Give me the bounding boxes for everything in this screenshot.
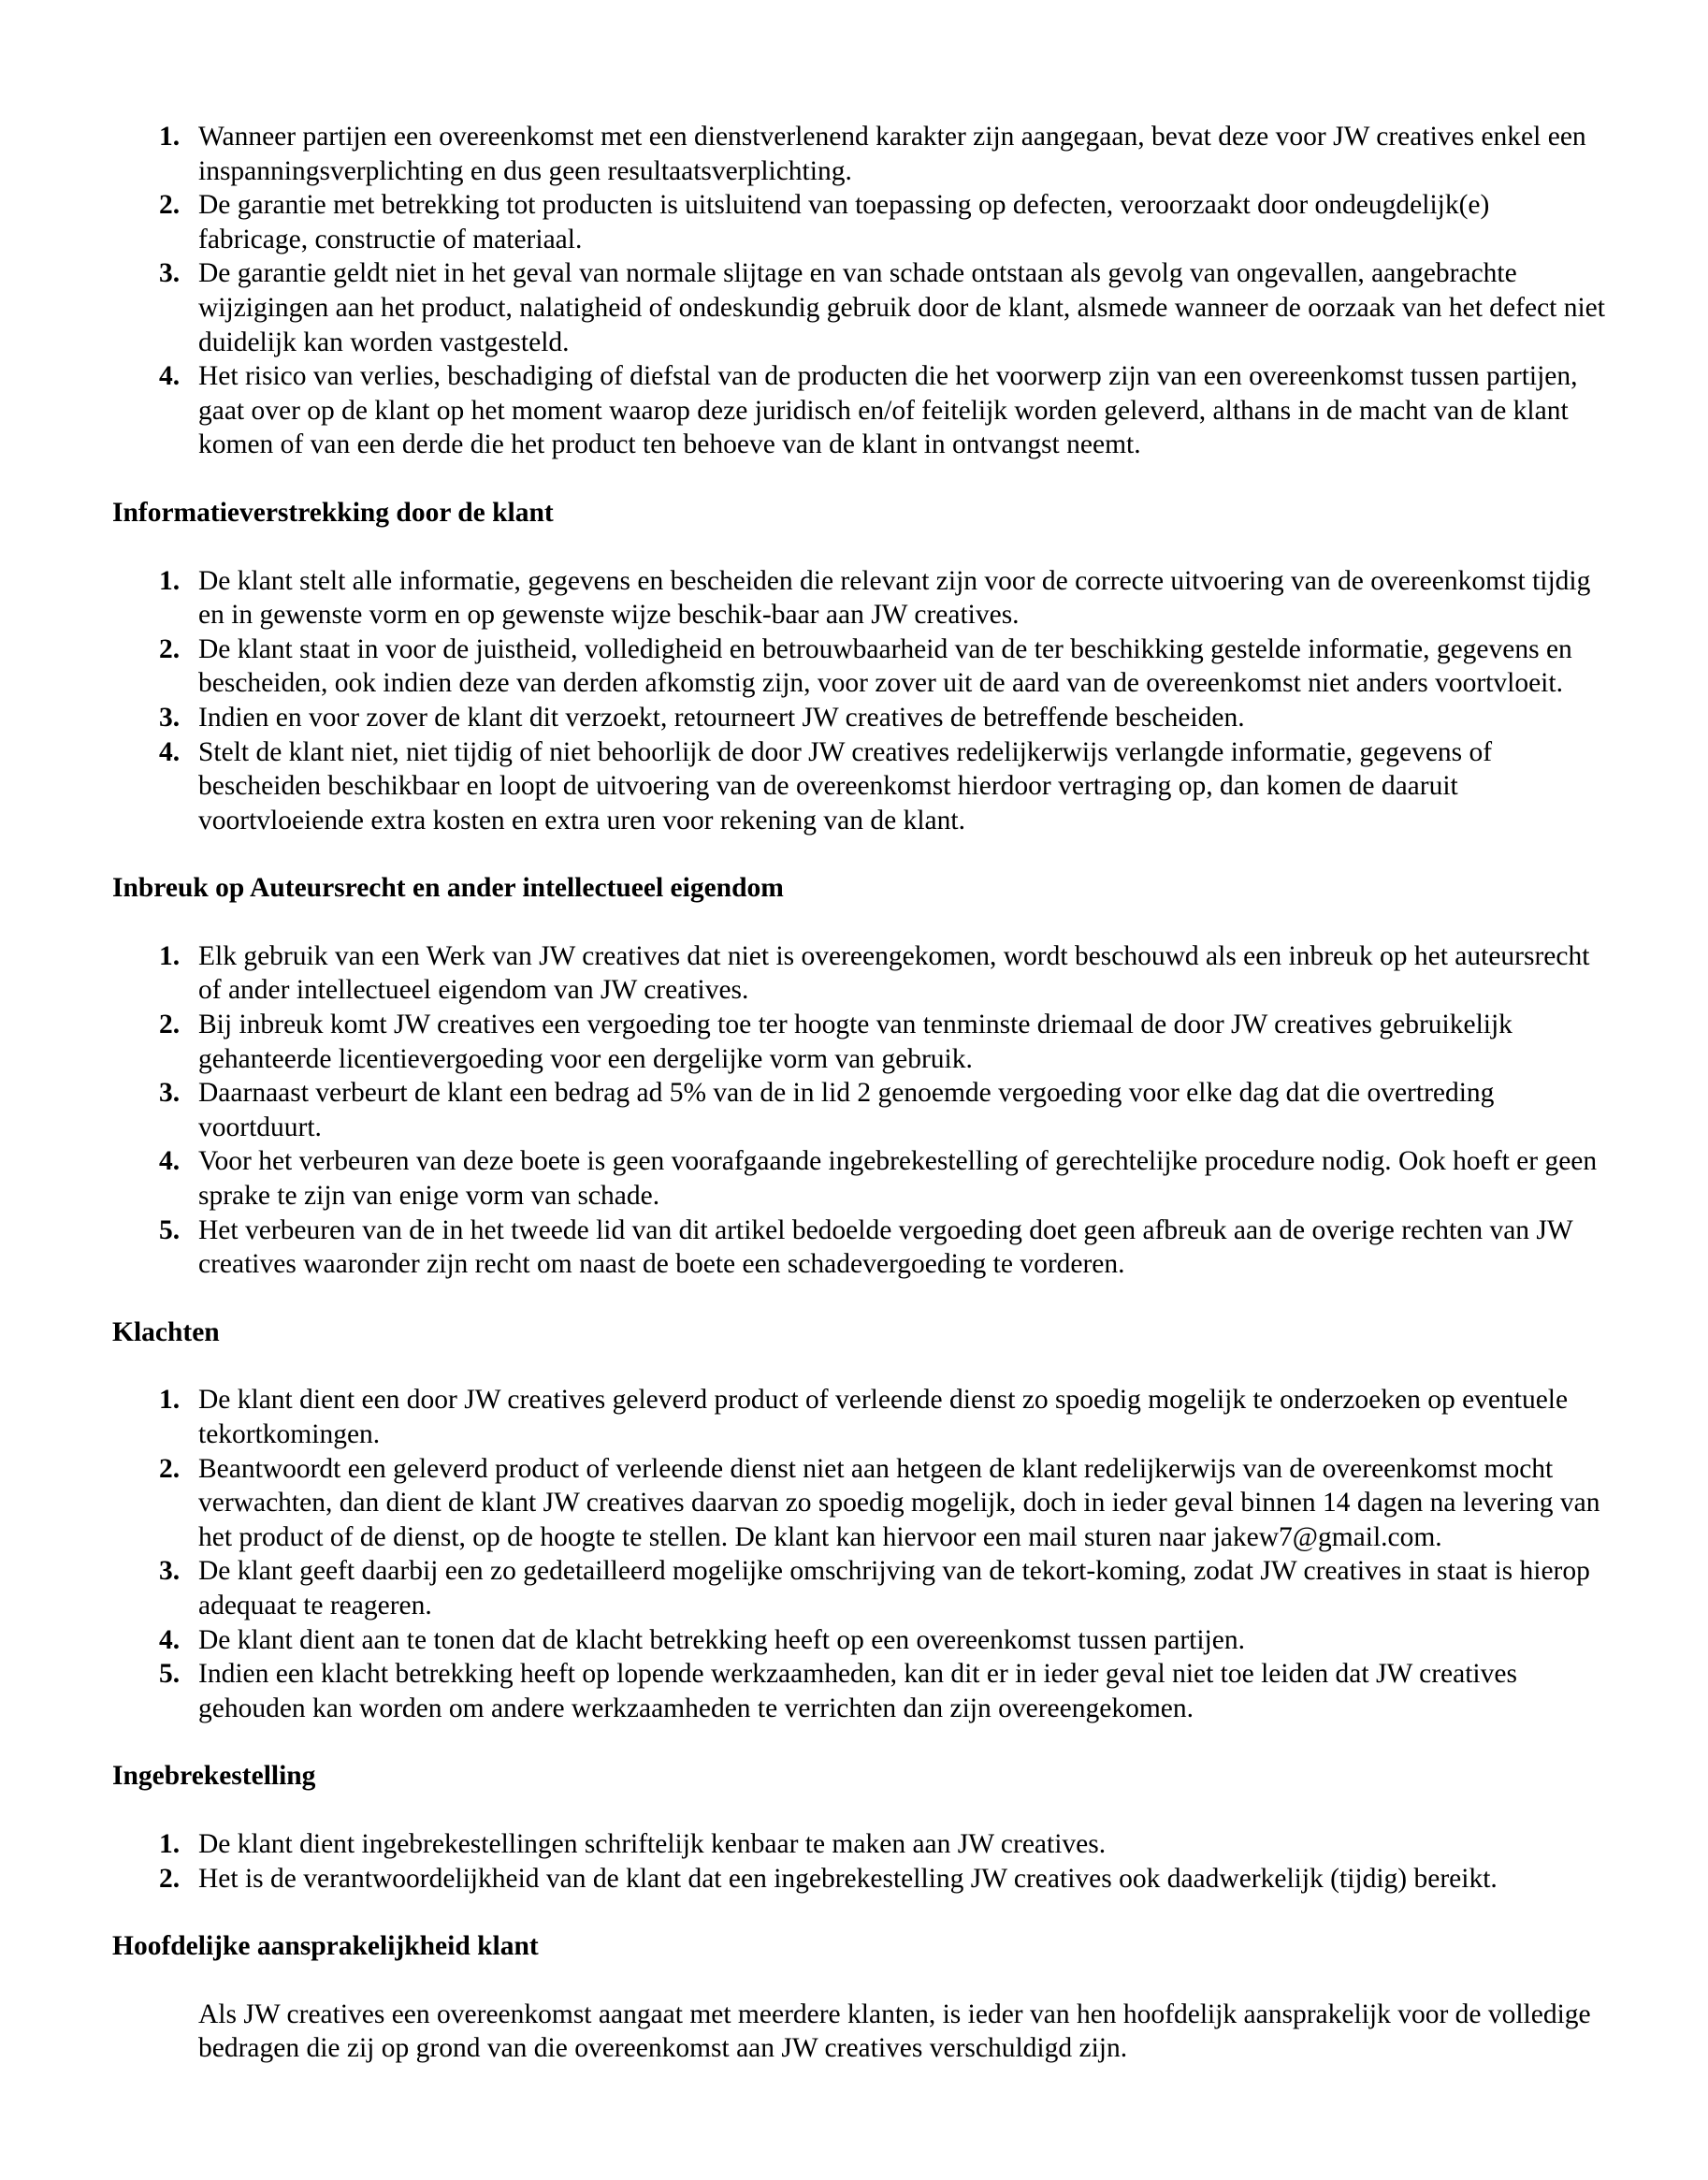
item-number: 2. bbox=[159, 190, 181, 221]
item-number: 4. bbox=[159, 361, 181, 392]
list-item bbox=[112, 1827, 1605, 1862]
item-number: 4. bbox=[159, 1624, 181, 1655]
item-number: 3. bbox=[159, 258, 181, 289]
item-text: Indien een klacht betrekking heeft op lopende werkzaamheden, kan dit er in ieder geval niet toe leiden dat JW creatives gehouden kan worden om andere werkzaamheden te verrichten dan zijn overeengekomen. bbox=[198, 1659, 1517, 1723]
item-number: 2. bbox=[159, 1863, 181, 1894]
item-number: 1. bbox=[159, 1385, 181, 1416]
numbered-list bbox=[112, 1383, 1605, 1725]
list-item bbox=[112, 701, 1605, 735]
list-item bbox=[112, 1076, 1605, 1144]
item-number: 1. bbox=[159, 565, 181, 596]
item-text: Stelt de klant niet, niet tijdig of niet behoorlijk de door JW creatives redelijkerwijs verlangde informatie, gegevens of bescheiden beschikbaar en loopt de uitvoering van de overeenkomst hierdoor vertraging op, dan komen de daaruit voortvloeiende extra kosten en extra uren voor rekening van de klant. bbox=[198, 736, 1493, 836]
list-item bbox=[112, 1452, 1605, 1555]
list-item bbox=[112, 1657, 1605, 1725]
item-text: Het is de verantwoordelijkheid van de klant dat een ingebrekestelling JW creatives ook daadwerkelijk (tijdig) bereikt. bbox=[198, 1863, 1498, 1894]
item-number: 1. bbox=[159, 940, 181, 971]
list-item bbox=[112, 256, 1605, 359]
item-text: Wanneer partijen een overeenkomst met een dienstverlenend karakter zijn aangegaan, bevat deze voor JW creatives enkel een inspanningsverplichting en dus geen resultaatsverplichting. bbox=[198, 122, 1586, 186]
list-item bbox=[112, 564, 1605, 632]
item-number: 1. bbox=[159, 122, 181, 152]
item-text: Indien en voor zover de klant dit verzoekt, retourneert JW creatives de betreffende bescheiden. bbox=[198, 702, 1245, 733]
list-item bbox=[112, 939, 1605, 1008]
section-klachten bbox=[112, 1315, 1605, 1726]
section-heading: Klachten bbox=[112, 1316, 220, 1347]
list-item bbox=[112, 632, 1605, 701]
item-text: Beantwoordt een geleverd product of verleende dienst niet aan hetgeen de klant redelijkerwijs van de overeenkomst mocht verwachten, dan dient de klant JW creatives daarvan zo spoedig mogelijk, doch in ieder geval binnen 14 dagen na levering van het product of de dienst, op de hoogte te stellen. De klant kan hiervoor een mail sturen naar jakew7@gmail.com. bbox=[198, 1453, 1600, 1552]
list-item bbox=[112, 188, 1605, 256]
section-paragraph: Als JW creatives een overeenkomst aangaat met meerdere klanten, is ieder van hen hoofdelijk aansprakelijk voor de volledige bedragen die zij op grond van die overeenkomst aan JW creatives verschuldigd zijn. bbox=[198, 1998, 1591, 2064]
item-number: 4. bbox=[159, 736, 181, 767]
list-item bbox=[112, 1214, 1605, 1282]
item-number: 4. bbox=[159, 1146, 181, 1177]
section-garantie bbox=[112, 120, 1605, 462]
section-heading: Inbreuk op Auteursrecht en ander intellectueel eigendom bbox=[112, 873, 784, 904]
item-number: 2. bbox=[159, 1010, 181, 1040]
section-ingebrekestelling bbox=[112, 1759, 1605, 1896]
section-heading: Ingebrekestelling bbox=[112, 1761, 316, 1792]
section-heading: Informatieverstrekking door de klant bbox=[112, 497, 554, 528]
item-number: 2. bbox=[159, 633, 181, 664]
section-heading: Hoofdelijke aansprakelijkheid klant bbox=[112, 1931, 539, 1962]
item-text: De klant geeft daarbij een zo gedetailleerd mogelijke omschrijving van de tekort-koming, zodat JW creatives in staat is hierop adequaat te reageren. bbox=[198, 1556, 1590, 1620]
item-text: De klant dient ingebrekestellingen schriftelijk kenbaar te maken aan JW creatives. bbox=[198, 1828, 1107, 1859]
item-number: 3. bbox=[159, 1078, 181, 1109]
item-number: 3. bbox=[159, 1556, 181, 1587]
list-item bbox=[112, 1623, 1605, 1658]
item-number: 5. bbox=[159, 1659, 181, 1690]
numbered-list bbox=[112, 120, 1605, 462]
list-item bbox=[112, 1554, 1605, 1622]
list-item bbox=[112, 735, 1605, 838]
section-hoofdelijke-aansprakelijkheid bbox=[112, 1929, 1605, 2066]
item-text: Elk gebruik van een Werk van JW creatives dat niet is overeengekomen, wordt beschouwd als een inbreuk op het auteursrecht of ander intellectueel eigendom van JW creatives. bbox=[198, 940, 1590, 1006]
list-item bbox=[112, 120, 1605, 188]
item-text: De klant dient aan te tonen dat de klacht betrekking heeft op een overeenkomst tussen partijen. bbox=[198, 1624, 1245, 1655]
list-item bbox=[112, 1383, 1605, 1451]
list-item bbox=[112, 1144, 1605, 1213]
item-text: Bij inbreuk komt JW creatives een vergoeding toe ter hoogte van tenminste driemaal de door JW creatives gebruikelijk gehanteerde licentievergoeding voor een dergelijke vorm van gebruik. bbox=[198, 1010, 1513, 1074]
item-text: Het verbeuren van de in het tweede lid van dit artikel bedoelde vergoeding doet geen afbreuk aan de overige rechten van JW creatives waaronder zijn recht om naast de boete een schadevergoeding te vorderen. bbox=[198, 1214, 1573, 1280]
item-number: 1. bbox=[159, 1828, 181, 1859]
item-text: De klant stelt alle informatie, gegevens en bescheiden die relevant zijn voor de correcte uitvoering van de overeenkomst tijdig en in gewenste vorm en op gewenste wijze beschik-baar aan JW creatives. bbox=[198, 565, 1591, 631]
section-informatieverstrekking bbox=[112, 496, 1605, 837]
item-text: Daarnaast verbeurt de klant een bedrag ad 5% van de in lid 2 genoemde vergoeding voor elke dag dat die overtreding voortduurt. bbox=[198, 1078, 1495, 1142]
item-text: Het risico van verlies, beschadiging of diefstal van de producten die het voorwerp zijn van een overeenkomst tussen partijen, gaat over op de klant op het moment waarop deze juridisch en/of feitelijk worden geleverd, althans in de macht van de klant komen of van een derde die het product ten behoeve van de klant in ontvangst neemt. bbox=[198, 361, 1578, 460]
item-number: 5. bbox=[159, 1214, 181, 1245]
item-text: De klant staat in voor de juistheid, volledigheid en betrouwbaarheid van de ter beschikking gestelde informatie, gegevens en bescheiden, ook indien deze van derden afkomstig zijn, voor zover uit de aard van de overeenkomst niet anders voortvloeit. bbox=[198, 633, 1572, 699]
item-number: 3. bbox=[159, 702, 181, 733]
item-text: De garantie geldt niet in het geval van normale slijtage en van schade ontstaan als gevolg van ongevallen, aangebrachte wijzigingen aan het product, nalatigheid of ondeskundig gebruik door de klant, alsmede wanneer de oorzaak van het defect niet duidelijk kan worden vastgesteld. bbox=[198, 258, 1605, 357]
list-item bbox=[112, 1862, 1605, 1897]
item-text: Voor het verbeuren van deze boete is geen voorafgaande ingebrekestelling of gerechtelijke procedure nodig. Ook hoeft er geen sprake te zijn van enige vorm van schade. bbox=[198, 1146, 1598, 1212]
item-text: De klant dient een door JW creatives geleverd product of verleende dienst zo spoedig mogelijk te onderzoeken op eventuele tekortkomingen. bbox=[198, 1385, 1569, 1449]
item-text: De garantie met betrekking tot producten is uitsluitend van toepassing op defecten, veroorzaakt door ondeugdelijk(e) fabricage, constructie of materiaal. bbox=[198, 190, 1490, 254]
numbered-list bbox=[112, 564, 1605, 838]
list-item bbox=[112, 1008, 1605, 1076]
section-auteursrecht bbox=[112, 871, 1605, 1282]
numbered-list bbox=[112, 939, 1605, 1282]
list-item bbox=[112, 359, 1605, 462]
item-number: 2. bbox=[159, 1453, 181, 1484]
numbered-list bbox=[112, 1827, 1605, 1896]
